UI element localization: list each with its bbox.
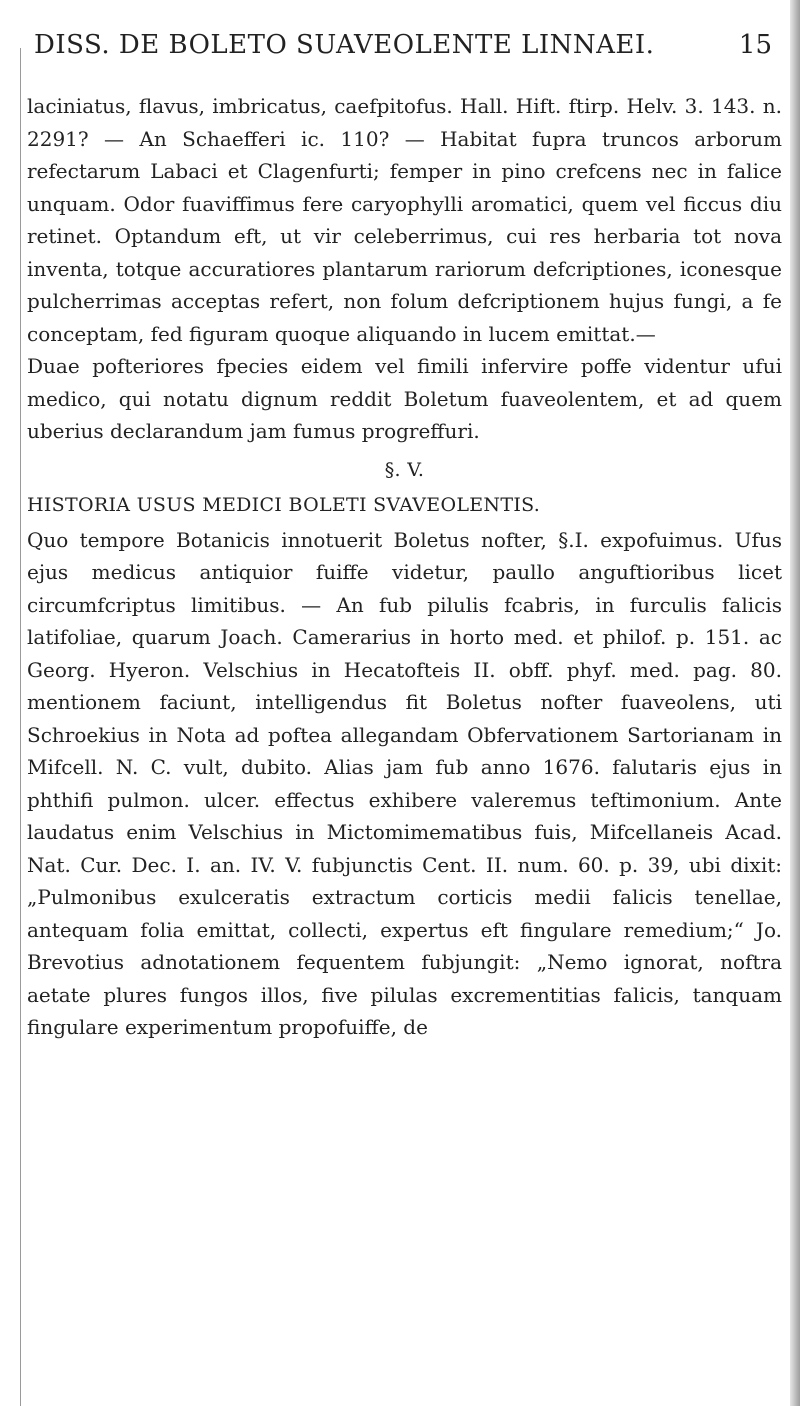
paragraph-history: Quo tempore Botanicis innotuerit Boletus nofter, §.I. expofuimus. Ufus ejus medicus antiquior fuiffe videtur, paullo anguftioribus licet circumfcriptus limitibus. — An fub pilulis fcabris, in furculis falicis latifoliae, quarum Joach. Camerarius in horto med. et philof. p. 151. ac Georg. Hyeron. Velschius in Hecatofteis II. obff. phyf. med. pag. 80. mentionem faciunt, intelligendus fit Boletus nofter fuaveolens, uti Schroekius in Nota ad poftea allegandam Obfervationem Sartorianam in Mifcell. N. C. vult, dubito. Alias jam fub anno 1676. falutaris ejus in phthifi pulmon. ulcer. effectus exhibere valeremus teftimonium. Ante laudatus enim Velschius in Mictomimematibus fuis, Mifcellaneis Acad. Nat. Cur. Dec. I. an. IV. V. fubjunctis Cent. II. num. 60. p. 39, ubi dixit: „Pulmonibus exulceratis extractum corticis medii falicis tenellae, antequam folia emittat, collecti, expertus eft fingulare remedium;“ Jo. Brevotius adnotationem fequentem fubjungit: „Nemo ignorat, noftra aetate plures fungos illos, five pilulas excrementitias falicis, tanquam fingulare experimentum propofuiffe, de [27,527,782,1039]
paragraph-medical-use-intro: Duae pofteriores fpecies eidem vel fimili infervire poffe videntur ufui medico, qui notatu dignum reddit Boletum fuaveolentem, et ad quem uberius declarandum jam fumus progreffuri. [27,354,782,443]
page-number: 15 [738,30,772,60]
page-edge-shadow [790,0,800,1406]
running-header: DISS. DE BOLETO SUAVEOLENTE LINNAEI. [34,30,655,60]
section-heading: HISTORIA USUS MEDICI BOLETI SVAVEOLENTIS. [27,493,541,516]
paragraph-species-description: laciniatus, flavus, imbricatus, caefpitofus. Hall. Hift. ftirp. Helv. 3. 143. n. 2291? — An Schaefferi ic. 110? — Habitat fupra truncos arborum refectarum Labaci et Clagenfurti; femper in pino crefcens nec in falice unquam. Odor fuaviffimus fere caryophylli aromatici, quem vel ficcus diu retinet. Optandum eft, ut vir celeberrimus, cui res herbaria tot nova inventa, totque accuratiores plantarum rariorum defcriptiones, iconesque pulcherrimas acceptas refert, non folum defcriptionem hujus fungi, a fe conceptam, fed figuram quoque aliquando in lucem emittat.— [27,94,782,346]
margin-rule [20,48,21,1406]
page-header [34,30,786,66]
page-body [27,90,782,1044]
section-number: §. V. [384,458,425,481]
